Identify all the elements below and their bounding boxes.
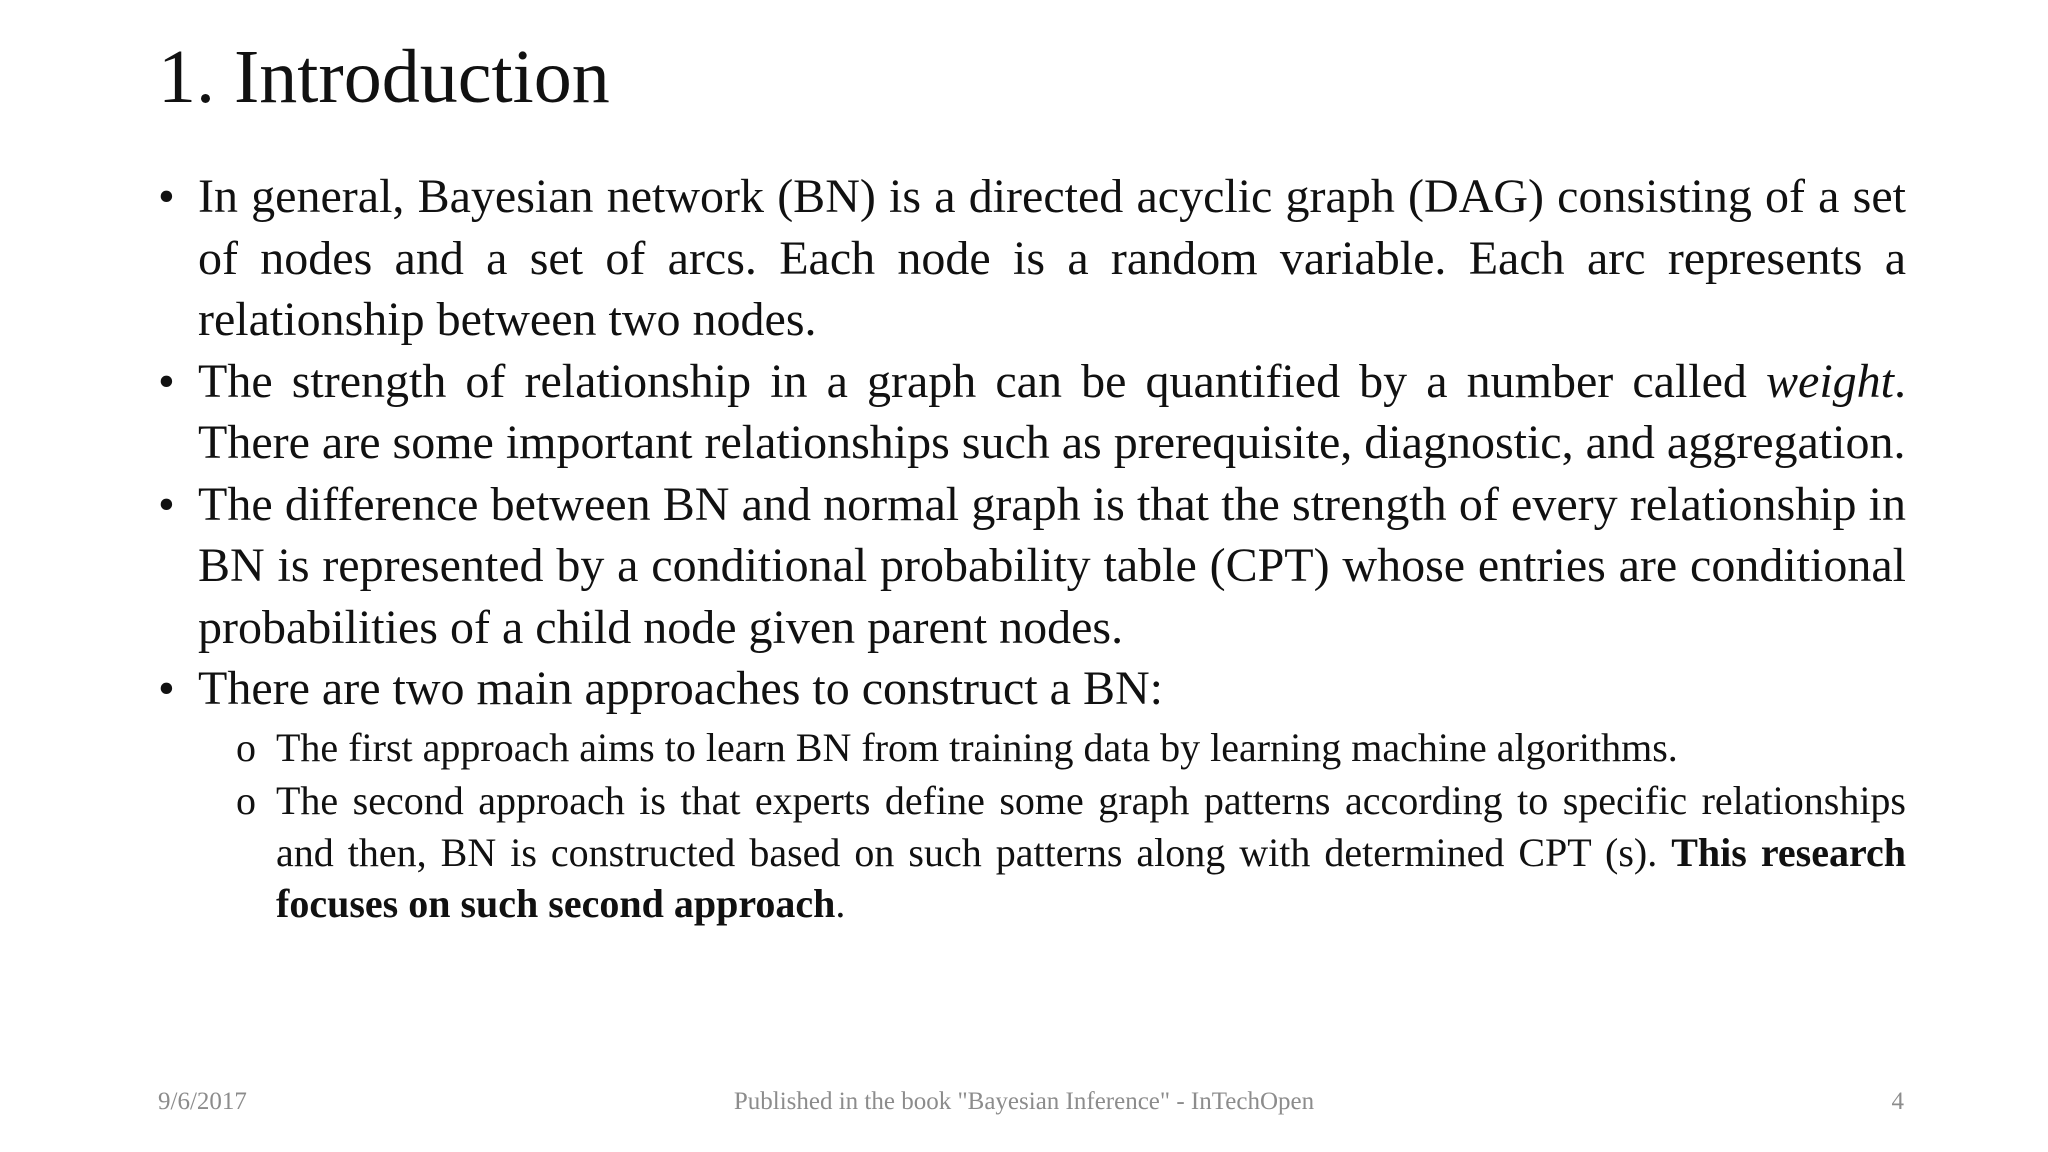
sub-bullet-item [236, 775, 1906, 930]
bullet-text: The difference between BN and normal graph is that the strength of every relationship in BN is represented by a conditional probability table (CPT) whose entries are conditional probabilities of a child node given parent nodes. [198, 477, 1906, 654]
footer-date: 9/6/2017 [158, 1088, 247, 1115]
sub-bullet-marker: o [236, 778, 256, 823]
bullet-marker: • [158, 662, 175, 715]
bullet-text: In general, Bayesian network (BN) is a directed acyclic graph (DAG) consisting of a set of nodes and a set of arcs. Each node is a random variable. Each arc represents a relationship between two nodes. [198, 170, 1906, 346]
footer-source: Published in the book "Bayesian Inference" - InTechOpen [733, 1088, 1315, 1115]
bullet-marker: • [158, 170, 175, 223]
bullet-item [158, 166, 1906, 351]
bullet-text: There are two main approaches to construct a BN: [198, 662, 1163, 715]
bullet-text-italic: weight [1766, 354, 1894, 408]
bullet-text: The strength of relationship in a graph can be quantified by a number called [198, 354, 1766, 408]
bullet-text: . There are some important relationships such as prerequisite, diagnostic, and aggregation. [198, 354, 1906, 469]
bullet-item [158, 351, 1906, 474]
bullet-marker: • [158, 477, 175, 531]
sub-bullet-item [236, 722, 1906, 774]
sub-bullet-text-bold: This research focuses on such second approach [276, 829, 1906, 926]
sub-bullet-text: . [835, 881, 846, 926]
slide-title: 1. Introduction [158, 35, 610, 119]
footer-page-number: 4 [1891, 1088, 1904, 1115]
bullet-list [158, 166, 1906, 930]
sub-bullet-marker: o [236, 724, 256, 770]
sub-bullet-text: The first approach aims to learn BN from training data by learning machine algorithms. [276, 724, 1678, 770]
bullet-item [158, 658, 1906, 720]
bullet-marker: • [158, 354, 175, 408]
sub-bullet-text: The second approach is that experts define some graph patterns according to specific relationships and then, BN is constructed based on such patterns along with determined CPT (s). [276, 778, 1906, 875]
bullet-item [158, 474, 1906, 659]
